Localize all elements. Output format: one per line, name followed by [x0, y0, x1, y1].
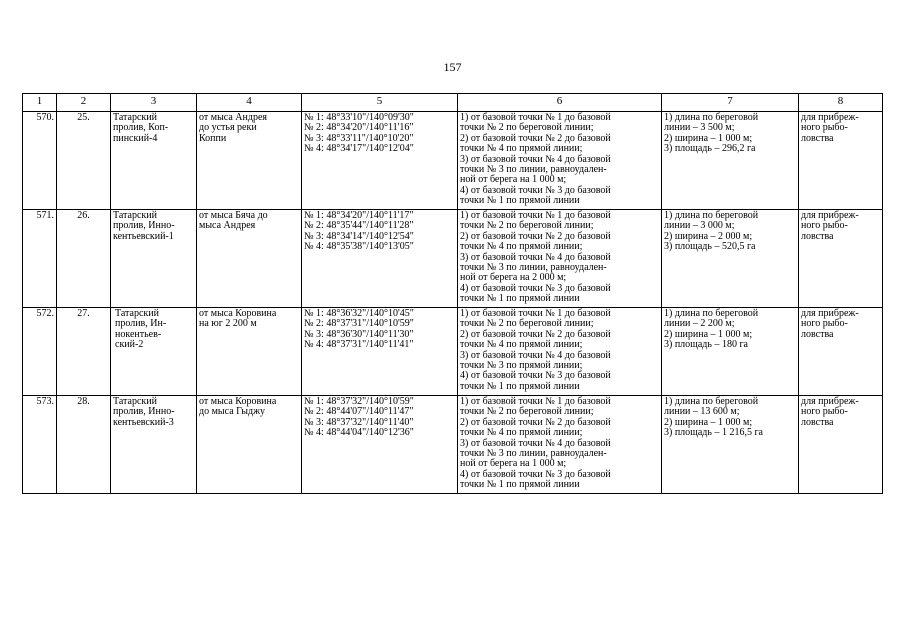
- size-line: 3) площадь – 180 га: [664, 339, 748, 351]
- area-name-line: нокентьев-: [115, 328, 162, 340]
- area-name-line: ский-2: [115, 339, 144, 351]
- description-line: 1) от базовой точки № 1 до базовой: [460, 396, 611, 407]
- row-subnumber: 28.: [57, 396, 111, 494]
- description-line: точки № 3 по линии, равноудален-: [460, 164, 607, 176]
- border-line: мыса Андрея: [199, 220, 256, 232]
- purpose-line: для прибреж-: [801, 112, 859, 123]
- purpose-line: ловства: [801, 416, 834, 428]
- area-name-line: пролив, Ин-: [115, 318, 167, 330]
- purpose-line: ного рыбо-: [801, 220, 848, 232]
- description-line: 3) от базовой точки № 4 до базовой: [460, 437, 611, 449]
- area-size: [662, 210, 799, 308]
- coordinate-line: № 3: 48°36'30"/140°11'30": [304, 328, 414, 340]
- area-border: [197, 112, 302, 210]
- description-line: точки № 4 по прямой линии;: [460, 143, 583, 155]
- coordinate-line: № 2: 48°34'20"/140°11'16": [304, 122, 414, 134]
- column-header: 4: [197, 94, 302, 112]
- area-name-line: Татарский: [113, 396, 157, 407]
- description-line: точки № 4 по прямой линии;: [460, 427, 583, 439]
- table-row: [23, 112, 883, 210]
- table-row: [23, 210, 883, 308]
- coordinate-line: № 3: 48°33'11"/140°10'20": [304, 132, 414, 144]
- border-line: от мыса Бяча до: [199, 210, 268, 221]
- size-line: 2) ширина – 1 000 м;: [664, 328, 753, 340]
- row-subnumber: 27.: [57, 308, 111, 396]
- description-line: 4) от базовой точки № 3 до базовой: [460, 282, 611, 294]
- area-purpose: [799, 112, 883, 210]
- description-line: точки № 2 по береговой линии;: [460, 122, 594, 134]
- description-line: точки № 1 по прямой линии: [460, 293, 580, 305]
- description-line: ной от берега на 2 000 м;: [460, 272, 567, 284]
- size-line: 2) ширина – 1 000 м;: [664, 416, 753, 428]
- description-line: 2) от базовой точки № 2 до базовой: [460, 416, 611, 428]
- border-line: от мыса Коровина: [199, 308, 277, 319]
- area-border: [197, 396, 302, 494]
- page-number: 157: [443, 60, 462, 74]
- purpose-line: ного рыбо-: [801, 318, 848, 330]
- column-header: 3: [111, 94, 197, 112]
- fishing-areas-table: [22, 93, 883, 494]
- area-purpose: [799, 308, 883, 396]
- size-line: линии – 3 500 м;: [664, 122, 735, 134]
- row-number: 572.: [23, 308, 57, 396]
- area-name-line: кентьевский-3: [113, 416, 174, 428]
- column-header: 1: [23, 94, 57, 112]
- description-line: 1) от базовой точки № 1 до базовой: [460, 210, 611, 221]
- table-row: [23, 308, 883, 396]
- description-line: 2) от базовой точки № 2 до базовой: [460, 132, 611, 144]
- row-number: 573.: [23, 396, 57, 494]
- size-line: 3) площадь – 1 216,5 га: [664, 427, 763, 439]
- area-purpose: [799, 210, 883, 308]
- column-header: 2: [57, 94, 111, 112]
- area-name-line: пролив, Инно-: [113, 406, 175, 418]
- description-line: 4) от базовой точки № 3 до базовой: [460, 468, 611, 480]
- area-name-line: пролив, Инно-: [113, 220, 175, 232]
- size-line: линии – 3 000 м;: [664, 220, 735, 232]
- description-line: 1) от базовой точки № 1 до базовой: [460, 112, 611, 123]
- coordinates: [302, 210, 458, 308]
- boundary-description: [458, 308, 662, 396]
- size-line: линии – 2 200 м;: [664, 318, 735, 330]
- border-line: до устья реки: [199, 122, 257, 134]
- area-name: [111, 112, 197, 210]
- description-line: 2) от базовой точки № 2 до базовой: [460, 230, 611, 242]
- description-line: 4) от базовой точки № 3 до базовой: [460, 184, 611, 196]
- coordinate-line: № 1: 48°37'32"/140°10'59": [304, 396, 414, 407]
- description-line: точки № 1 по прямой линии: [460, 479, 580, 491]
- size-line: 1) длина по береговой: [664, 396, 759, 407]
- column-header: 8: [799, 94, 883, 112]
- description-line: точки № 2 по береговой линии;: [460, 318, 594, 330]
- area-name-line: пинский-4: [113, 132, 158, 144]
- area-name-line: Татарский: [113, 112, 157, 123]
- description-line: точки № 4 по прямой линии;: [460, 241, 583, 253]
- area-name-line: пролив, Коп-: [113, 122, 169, 134]
- coordinate-line: № 1: 48°34'20"/140°11'17": [304, 210, 414, 221]
- coordinate-line: № 2: 48°37'31"/140°10'59": [304, 318, 414, 330]
- coordinate-line: № 4: 48°44'04"/140°12'36": [304, 427, 414, 439]
- area-name: [111, 210, 197, 308]
- size-line: 2) ширина – 2 000 м;: [664, 230, 753, 242]
- description-line: точки № 3 по линии, равноудален-: [460, 448, 607, 460]
- size-line: 2) ширина – 1 000 м;: [664, 132, 753, 144]
- column-header: 5: [302, 94, 458, 112]
- coordinate-line: № 3: 48°34'14"/140°12'54": [304, 230, 414, 242]
- description-line: 2) от базовой точки № 2 до базовой: [460, 328, 611, 340]
- border-line: до мыса Гыджу: [199, 406, 266, 418]
- description-line: точки № 3 по прямой линии;: [460, 360, 583, 372]
- coordinate-line: № 4: 48°37'31"/140°11'41": [304, 339, 414, 351]
- size-line: 3) площадь – 520,5 га: [664, 241, 756, 253]
- boundary-description: [458, 112, 662, 210]
- border-line: от мыса Коровина: [199, 396, 277, 407]
- border-line: на юг 2 200 м: [199, 318, 257, 330]
- area-border: [197, 210, 302, 308]
- size-line: 3) площадь – 296,2 га: [664, 143, 756, 155]
- border-line: Коппи: [199, 132, 227, 144]
- description-line: 3) от базовой точки № 4 до базовой: [460, 153, 611, 165]
- coordinates: [302, 112, 458, 210]
- boundary-description: [458, 210, 662, 308]
- coordinate-line: № 4: 48°35'38"/140°13'05": [304, 241, 414, 253]
- purpose-line: ного рыбо-: [801, 122, 848, 134]
- table-row: [23, 396, 883, 494]
- size-line: 1) длина по береговой: [664, 112, 759, 123]
- area-name: [111, 396, 197, 494]
- description-line: 1) от базовой точки № 1 до базовой: [460, 308, 611, 319]
- row-subnumber: 26.: [57, 210, 111, 308]
- area-name-line: Татарский: [115, 308, 159, 319]
- description-line: ной от берега на 1 000 м;: [460, 174, 567, 186]
- area-size: [662, 396, 799, 494]
- description-line: 4) от базовой точки № 3 до базовой: [460, 370, 611, 382]
- size-line: 1) длина по береговой: [664, 308, 759, 319]
- description-line: точки № 1 по прямой линии: [460, 380, 580, 392]
- purpose-line: ного рыбо-: [801, 406, 848, 418]
- row-subnumber: 25.: [57, 112, 111, 210]
- area-size: [662, 112, 799, 210]
- boundary-description: [458, 396, 662, 494]
- row-number: 571.: [23, 210, 57, 308]
- purpose-line: ловства: [801, 230, 834, 242]
- coordinates: [302, 396, 458, 494]
- description-line: точки № 3 по линии, равноудален-: [460, 262, 607, 274]
- size-line: линии – 13 600 м;: [664, 406, 740, 418]
- description-line: 3) от базовой точки № 4 до базовой: [460, 349, 611, 361]
- purpose-line: для прибреж-: [801, 308, 859, 319]
- area-name-line: Татарский: [113, 210, 157, 221]
- coordinates: [302, 308, 458, 396]
- area-border: [197, 308, 302, 396]
- column-header: 6: [458, 94, 662, 112]
- border-line: от мыса Андрея: [199, 112, 267, 123]
- area-name: [111, 308, 197, 396]
- purpose-line: ловства: [801, 328, 834, 340]
- coordinate-line: № 1: 48°36'32"/140°10'45": [304, 308, 414, 319]
- row-number: 570.: [23, 112, 57, 210]
- area-purpose: [799, 396, 883, 494]
- column-header: 7: [662, 94, 799, 112]
- coordinate-line: № 3: 48°37'32"/140°11'40": [304, 416, 414, 428]
- purpose-line: для прибреж-: [801, 210, 859, 221]
- purpose-line: для прибреж-: [801, 396, 859, 407]
- purpose-line: ловства: [801, 132, 834, 144]
- size-line: 1) длина по береговой: [664, 210, 759, 221]
- description-line: точки № 2 по береговой линии;: [460, 406, 594, 418]
- area-size: [662, 308, 799, 396]
- description-line: точки № 2 по береговой линии;: [460, 220, 594, 232]
- area-name-line: кентьевский-1: [113, 230, 174, 242]
- description-line: точки № 1 по прямой линии: [460, 195, 580, 207]
- description-line: точки № 4 по прямой линии;: [460, 339, 583, 351]
- table-header-row: [23, 94, 883, 112]
- coordinate-line: № 2: 48°44'07"/140°11'47": [304, 406, 414, 418]
- description-line: ной от берега на 1 000 м;: [460, 458, 567, 470]
- coordinate-line: № 4: 48°34'17"/140°12'04": [304, 143, 414, 155]
- description-line: 3) от базовой точки № 4 до базовой: [460, 251, 611, 263]
- coordinate-line: № 1: 48°33'10"/140°09'30": [304, 112, 414, 123]
- coordinate-line: № 2: 48°35'44"/140°11'28": [304, 220, 414, 232]
